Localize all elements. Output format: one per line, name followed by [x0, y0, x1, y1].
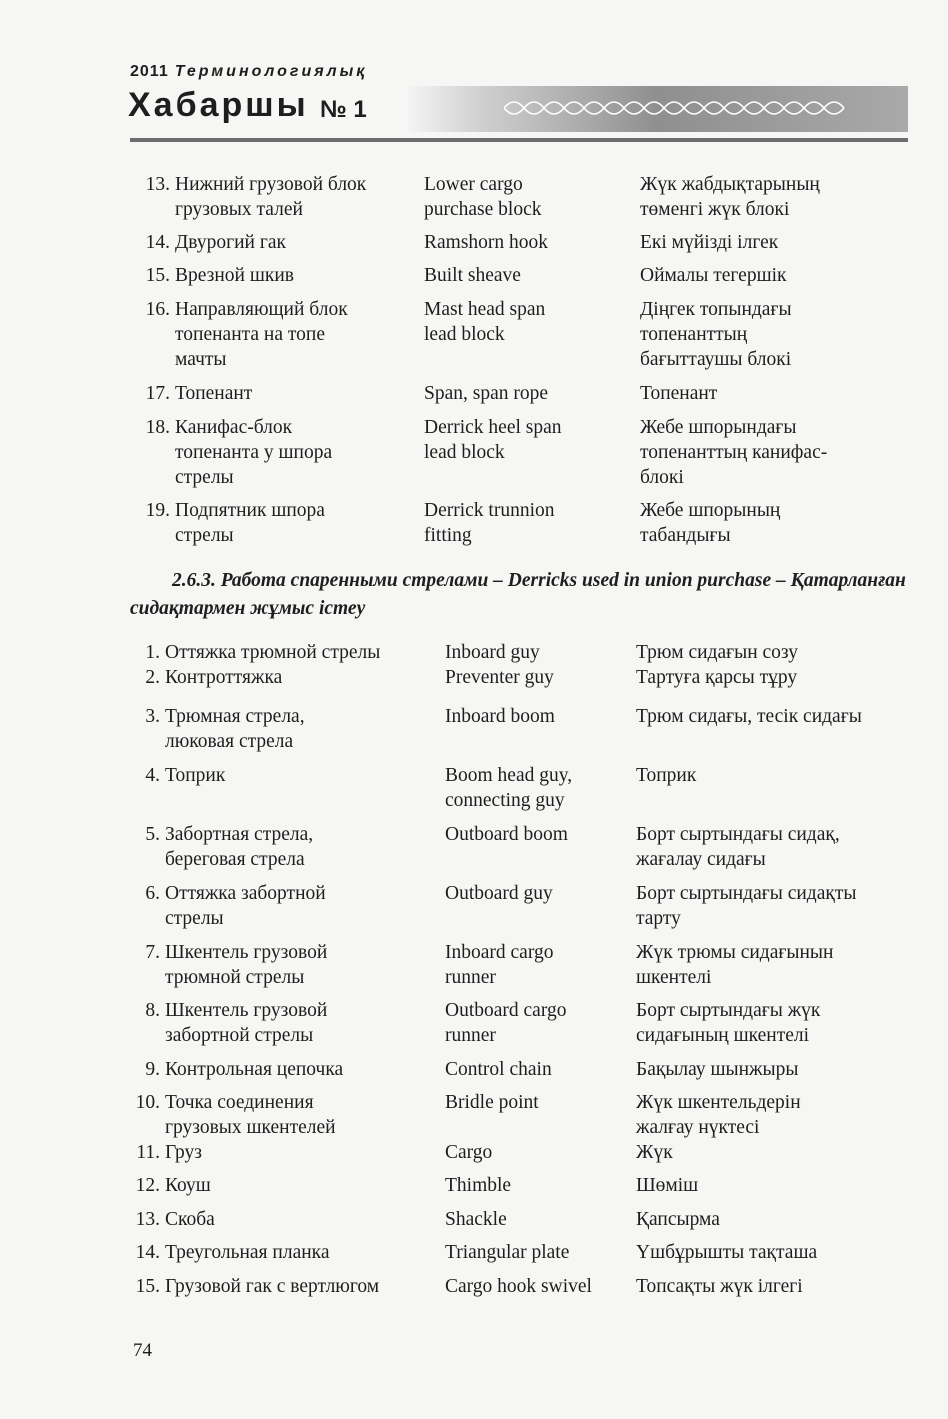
kazakh-term: Жүк	[636, 1142, 673, 1163]
russian-term: Забортная стрела,	[165, 824, 314, 845]
english-term: Thimble	[445, 1175, 512, 1196]
kazakh-term: тарту	[636, 908, 681, 929]
kazakh-term: Бақылау шынжыры	[636, 1059, 799, 1080]
term-number: 3.	[145, 706, 160, 727]
kazakh-term: сидағының шкентелі	[636, 1025, 810, 1046]
english-term: Outboard cargo	[445, 1000, 567, 1021]
english-term: Span, span rope	[424, 383, 549, 404]
kazakh-term: Борт сыртындағы жүк	[636, 1000, 821, 1021]
section-heading: 2.6.3. Работа спаренными стрелами – Derricks used in union purchase – Қатарланған сидақтармен жұмыс істеу	[130, 570, 906, 619]
kazakh-term: Шөміш	[636, 1175, 699, 1196]
russian-term: Направляющий блок	[175, 299, 348, 320]
russian-term: топенанта на топе	[175, 324, 325, 345]
term-number: 9.	[145, 1059, 160, 1080]
term-number: 4.	[145, 765, 160, 786]
english-term: Boom head guy,	[445, 765, 573, 786]
term-number: 16.	[145, 299, 170, 320]
russian-term: Двурогий гак	[175, 232, 286, 253]
english-term: Triangular plate	[445, 1242, 570, 1263]
english-term: Inboard guy	[445, 642, 540, 663]
ornament-pattern-icon	[504, 92, 854, 124]
english-term: Control chain	[445, 1059, 552, 1080]
term-number: 19.	[145, 500, 170, 521]
english-term: Mast head span	[424, 299, 546, 320]
kazakh-term: Қапсырма	[636, 1209, 720, 1230]
kazakh-term: Жебе шпорының	[640, 500, 781, 521]
russian-term: Грузовой гак с вертлюгом	[165, 1276, 380, 1297]
russian-term: стрелы	[165, 908, 224, 929]
term-number: 14.	[145, 232, 170, 253]
english-term: runner	[445, 1025, 496, 1046]
russian-term: Шкентель грузовой	[165, 1000, 328, 1021]
russian-term: трюмной стрелы	[165, 967, 305, 988]
kazakh-term: Жүк трюмы сидағынын	[636, 942, 834, 963]
term-number: 12.	[135, 1175, 160, 1196]
kazakh-term: жағалау сидағы	[636, 849, 766, 870]
term-number: 8.	[145, 1000, 160, 1021]
english-term: Cargo hook swivel	[445, 1276, 592, 1297]
english-term: Lower cargo	[424, 174, 523, 195]
english-term: fitting	[424, 525, 472, 546]
russian-term: мачты	[175, 349, 227, 370]
journal-year: 2011	[130, 63, 169, 80]
english-term: Inboard boom	[445, 706, 555, 727]
english-term: Derrick trunnion	[424, 500, 555, 521]
kazakh-term: топенанттың канифас-	[640, 442, 828, 463]
russian-term: Трюмная стрела,	[165, 706, 305, 727]
term-number: 10.	[135, 1092, 160, 1113]
journal-header	[0, 0, 948, 150]
term-number: 17.	[145, 383, 170, 404]
english-term: Derrick heel span	[424, 417, 562, 438]
russian-term: стрелы	[175, 525, 234, 546]
term-number: 14.	[135, 1242, 160, 1263]
journal-word: Терминологиялық	[174, 63, 368, 80]
russian-term: Нижний грузовой блок	[175, 174, 367, 195]
russian-term: забортной стрелы	[165, 1025, 314, 1046]
english-term: lead block	[424, 442, 505, 463]
russian-term: Подпятник шпора	[175, 500, 325, 521]
kazakh-term: топенанттың	[640, 324, 748, 345]
kazakh-term: Топрик	[636, 765, 697, 786]
russian-term: Груз	[165, 1142, 202, 1163]
english-term: Ramshorn hook	[424, 232, 549, 253]
kazakh-term: Трюм сидағын созу	[636, 642, 798, 663]
russian-term: Треугольная планка	[165, 1242, 330, 1263]
term-number: 2.	[145, 667, 160, 688]
term-number: 15.	[135, 1276, 160, 1297]
english-term: purchase block	[424, 199, 542, 220]
kazakh-term: Екі мүйізді ілгек	[640, 232, 779, 253]
page-number: 74	[133, 1340, 152, 1361]
kazakh-term: Жебе шпорындағы	[640, 417, 797, 438]
english-term: Outboard guy	[445, 883, 553, 904]
kazakh-term: Топсақты жүк ілгегі	[636, 1276, 803, 1297]
russian-term: грузовых талей	[175, 199, 303, 220]
term-number: 13.	[135, 1209, 160, 1230]
russian-term: Шкентель грузовой	[165, 942, 328, 963]
term-number: 6.	[145, 883, 160, 904]
english-term: connecting guy	[445, 790, 565, 811]
kazakh-term: Діңгек топындағы	[640, 299, 792, 320]
term-number: 7.	[145, 942, 160, 963]
term-number: 18.	[145, 417, 170, 438]
russian-term: стрелы	[175, 467, 234, 488]
kazakh-term: Тартуға қарсы тұру	[636, 667, 798, 688]
russian-term: люковая стрела	[165, 731, 294, 752]
kazakh-term: Жүк жабдықтарының	[640, 174, 820, 195]
kazakh-term: бағыттаушы блокі	[640, 349, 792, 370]
english-term: Inboard cargo	[445, 942, 554, 963]
term-number: 1.	[145, 642, 160, 663]
english-term: Bridle point	[445, 1092, 539, 1113]
russian-term: Контроттяжка	[165, 667, 283, 688]
english-term: Built sheave	[424, 265, 521, 286]
russian-term: Оттяжка забортной	[165, 883, 326, 904]
kazakh-term: Үшбұрышты тақташа	[636, 1242, 818, 1263]
kazakh-term: шкентелі	[636, 967, 712, 988]
term-number: 5.	[145, 824, 160, 845]
kazakh-term: Топенант	[640, 383, 718, 404]
term-number: 15.	[145, 265, 170, 286]
term-number: 13.	[145, 174, 170, 195]
russian-term: Контрольная цепочка	[165, 1059, 344, 1080]
english-term: lead block	[424, 324, 505, 345]
russian-term: Топрик	[165, 765, 226, 786]
english-term: Preventer guy	[445, 667, 554, 688]
kazakh-term: Жүк шкентельдерін	[636, 1092, 801, 1113]
english-term: runner	[445, 967, 496, 988]
kazakh-term: Трюм сидағы, тесік сидағы	[636, 706, 862, 727]
russian-term: Врезной шкив	[175, 265, 294, 286]
kazakh-term: төменгі жүк блокі	[640, 199, 790, 220]
english-term: Outboard boom	[445, 824, 568, 845]
term-number: 11.	[136, 1142, 160, 1163]
kazakh-term: Борт сыртындағы сидақ,	[636, 824, 840, 845]
kazakh-term: жалғау нүктесі	[636, 1117, 760, 1138]
kazakh-term: блокі	[640, 467, 684, 488]
russian-term: Скоба	[165, 1209, 215, 1230]
journal-issue: № 1	[320, 96, 367, 123]
russian-term: грузовых шкентелей	[165, 1117, 336, 1138]
english-term: Cargo	[445, 1142, 493, 1163]
kazakh-term: Борт сыртындағы сидақты	[636, 883, 857, 904]
kazakh-term: Оймалы тегершік	[640, 265, 787, 286]
russian-term: топенанта у шпора	[175, 442, 333, 463]
russian-term: Оттяжка трюмной стрелы	[165, 642, 381, 663]
russian-term: береговая стрела	[165, 849, 305, 870]
russian-term: Коуш	[165, 1175, 211, 1196]
russian-term: Точка соединения	[165, 1092, 314, 1113]
russian-term: Канифас-блок	[175, 417, 293, 438]
journal-title: Хабаршы	[128, 86, 309, 124]
russian-term: Топенант	[175, 383, 253, 404]
kazakh-term: табандығы	[640, 525, 731, 546]
english-term: Shackle	[445, 1209, 507, 1230]
journal-subtitle	[130, 63, 367, 81]
header-rule	[130, 138, 908, 142]
